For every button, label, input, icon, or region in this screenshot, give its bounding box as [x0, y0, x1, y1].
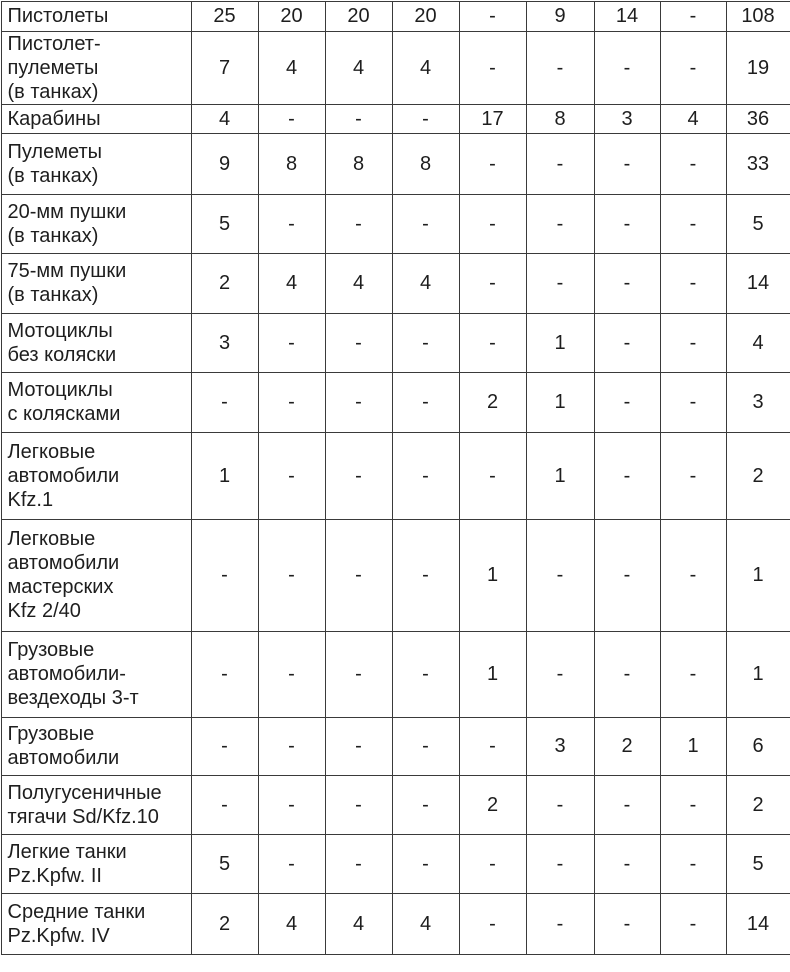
value-cell: 2 — [459, 775, 526, 834]
value-cell: - — [594, 519, 660, 631]
value-cell: - — [594, 313, 660, 372]
table-row — [1, 104, 790, 133]
value-cell: - — [660, 253, 726, 313]
value-cell: 1 — [526, 432, 594, 519]
value-cell: - — [594, 631, 660, 717]
row-label — [1, 1, 191, 31]
table-row — [1, 133, 790, 194]
value-cell: - — [325, 834, 392, 893]
value-cell: - — [392, 104, 459, 133]
row-total-cell: 5 — [726, 194, 790, 253]
row-label — [1, 775, 191, 834]
table-row — [1, 717, 790, 775]
value-cell: - — [660, 519, 726, 631]
value-cell: 3 — [191, 313, 258, 372]
table-row — [1, 519, 790, 631]
value-cell: - — [660, 893, 726, 954]
value-cell: 2 — [459, 372, 526, 432]
value-cell: - — [594, 133, 660, 194]
value-cell: - — [660, 775, 726, 834]
row-total-cell: 108 — [726, 1, 790, 31]
value-cell: - — [258, 717, 325, 775]
value-cell: 1 — [459, 519, 526, 631]
value-cell: - — [258, 372, 325, 432]
row-total-cell: 14 — [726, 893, 790, 954]
row-label — [1, 104, 191, 133]
value-cell: - — [459, 31, 526, 104]
row-label-line: пулеметы — [8, 56, 187, 80]
value-cell: 2 — [594, 717, 660, 775]
value-cell: - — [660, 31, 726, 104]
row-label-line: (в танках) — [8, 80, 187, 104]
value-cell: - — [325, 432, 392, 519]
value-cell: - — [392, 372, 459, 432]
value-cell: - — [594, 31, 660, 104]
value-cell: 20 — [258, 1, 325, 31]
value-cell: - — [392, 313, 459, 372]
row-label-line: Kfz 2/40 — [8, 599, 187, 623]
row-label-line: (в танках) — [8, 283, 187, 307]
row-label-line: 20-мм пушки — [8, 200, 187, 224]
value-cell: - — [191, 717, 258, 775]
row-label-line: без коляски — [8, 343, 187, 367]
value-cell: - — [459, 432, 526, 519]
value-cell: - — [325, 717, 392, 775]
value-cell: 4 — [325, 31, 392, 104]
value-cell: - — [258, 104, 325, 133]
row-total-cell: 4 — [726, 313, 790, 372]
row-label-line: автомобили- — [8, 662, 187, 686]
value-cell: 17 — [459, 104, 526, 133]
value-cell: - — [392, 432, 459, 519]
value-cell: 4 — [392, 253, 459, 313]
value-cell: 4 — [258, 31, 325, 104]
value-cell: - — [392, 631, 459, 717]
row-label-line: вездеходы 3-т — [8, 686, 187, 710]
value-cell: 4 — [258, 253, 325, 313]
value-cell: - — [526, 133, 594, 194]
row-label — [1, 834, 191, 893]
value-cell: - — [660, 631, 726, 717]
value-cell: - — [526, 194, 594, 253]
value-cell: - — [392, 194, 459, 253]
row-label-line: Пулеметы — [8, 140, 187, 164]
row-label — [1, 31, 191, 104]
value-cell: - — [325, 104, 392, 133]
row-label — [1, 519, 191, 631]
row-label — [1, 313, 191, 372]
row-total-cell: 5 — [726, 834, 790, 893]
row-total-cell: 1 — [726, 519, 790, 631]
value-cell: - — [459, 313, 526, 372]
table-row — [1, 631, 790, 717]
value-cell: - — [325, 519, 392, 631]
row-label — [1, 253, 191, 313]
row-label-line: Pz.Kpfw. IV — [8, 924, 187, 948]
row-label-line: Грузовые — [8, 722, 187, 746]
value-cell: 4 — [258, 893, 325, 954]
value-cell: 8 — [392, 133, 459, 194]
row-label-line: автомобили — [8, 464, 187, 488]
value-cell: 8 — [526, 104, 594, 133]
value-cell: 3 — [594, 104, 660, 133]
value-cell: 8 — [325, 133, 392, 194]
value-cell: 4 — [325, 253, 392, 313]
value-cell: - — [594, 432, 660, 519]
value-cell: - — [392, 775, 459, 834]
value-cell: - — [459, 834, 526, 893]
value-cell: 14 — [594, 1, 660, 31]
value-cell: 1 — [526, 313, 594, 372]
equipment-table — [1, 1, 790, 955]
row-label-line: Kfz.1 — [8, 488, 187, 512]
row-total-cell: 19 — [726, 31, 790, 104]
row-label-line: Легкие танки — [8, 840, 187, 864]
value-cell: 2 — [191, 893, 258, 954]
row-total-cell: 1 — [726, 631, 790, 717]
value-cell: - — [459, 253, 526, 313]
row-total-cell: 33 — [726, 133, 790, 194]
value-cell: - — [459, 133, 526, 194]
row-label-line: Полугусеничные — [8, 781, 187, 805]
value-cell: - — [594, 893, 660, 954]
value-cell: - — [660, 834, 726, 893]
row-label-line: Мотоциклы — [8, 378, 187, 402]
table-row — [1, 194, 790, 253]
row-label — [1, 717, 191, 775]
value-cell: - — [594, 834, 660, 893]
table-row — [1, 834, 790, 893]
value-cell: 5 — [191, 194, 258, 253]
row-label-line: автомобили — [8, 551, 187, 575]
row-total-cell: 2 — [726, 775, 790, 834]
value-cell: 20 — [325, 1, 392, 31]
row-label — [1, 893, 191, 954]
row-label-line: Легковые — [8, 440, 187, 464]
value-cell: - — [660, 194, 726, 253]
value-cell: - — [325, 775, 392, 834]
row-label-line: Пистолет- — [8, 32, 187, 56]
value-cell: - — [526, 31, 594, 104]
value-cell: - — [392, 834, 459, 893]
value-cell: 4 — [392, 31, 459, 104]
value-cell: - — [526, 775, 594, 834]
row-label-line: тягачи Sd/Kfz.10 — [8, 805, 187, 829]
row-label — [1, 631, 191, 717]
value-cell: 4 — [392, 893, 459, 954]
value-cell: - — [392, 519, 459, 631]
row-total-cell: 36 — [726, 104, 790, 133]
value-cell: - — [660, 372, 726, 432]
value-cell: - — [191, 775, 258, 834]
value-cell: 4 — [660, 104, 726, 133]
table-row — [1, 1, 790, 31]
value-cell: 25 — [191, 1, 258, 31]
row-total-cell: 3 — [726, 372, 790, 432]
value-cell: 9 — [526, 1, 594, 31]
row-label — [1, 194, 191, 253]
row-label-line: (в танках) — [8, 224, 187, 248]
table-row — [1, 775, 790, 834]
value-cell: - — [258, 194, 325, 253]
value-cell: 1 — [660, 717, 726, 775]
value-cell: - — [325, 631, 392, 717]
value-cell: 1 — [191, 432, 258, 519]
value-cell: - — [191, 519, 258, 631]
value-cell: 4 — [191, 104, 258, 133]
value-cell: - — [459, 717, 526, 775]
row-label-line: Мотоциклы — [8, 319, 187, 343]
row-label-line: Пистолеты — [8, 4, 187, 28]
value-cell: - — [191, 372, 258, 432]
table-row — [1, 313, 790, 372]
value-cell: - — [459, 1, 526, 31]
value-cell: - — [594, 775, 660, 834]
value-cell: - — [526, 631, 594, 717]
value-cell: - — [191, 631, 258, 717]
value-cell: - — [258, 313, 325, 372]
value-cell: - — [526, 253, 594, 313]
row-label-line: мастерских — [8, 575, 187, 599]
value-cell: 3 — [526, 717, 594, 775]
table-body — [1, 1, 790, 954]
row-label-line: (в танках) — [8, 164, 187, 188]
value-cell: - — [594, 194, 660, 253]
table-row — [1, 432, 790, 519]
row-label-line: Легковые — [8, 527, 187, 551]
value-cell: - — [258, 834, 325, 893]
value-cell: 9 — [191, 133, 258, 194]
value-cell: - — [594, 372, 660, 432]
table-row — [1, 253, 790, 313]
row-label-line: 75-мм пушки — [8, 259, 187, 283]
row-label — [1, 133, 191, 194]
row-label-line: Pz.Kpfw. II — [8, 864, 187, 888]
value-cell: - — [325, 372, 392, 432]
value-cell: 1 — [526, 372, 594, 432]
row-total-cell: 14 — [726, 253, 790, 313]
value-cell: 2 — [191, 253, 258, 313]
row-label-line: с колясками — [8, 402, 187, 426]
value-cell: - — [325, 313, 392, 372]
value-cell: 8 — [258, 133, 325, 194]
value-cell: 1 — [459, 631, 526, 717]
table-row — [1, 893, 790, 954]
value-cell: - — [660, 313, 726, 372]
value-cell: - — [660, 133, 726, 194]
value-cell: - — [459, 194, 526, 253]
row-label-line: Карабины — [8, 107, 187, 131]
table-row — [1, 31, 790, 104]
table-row — [1, 372, 790, 432]
row-label — [1, 372, 191, 432]
value-cell: - — [459, 893, 526, 954]
value-cell: 20 — [392, 1, 459, 31]
row-total-cell: 2 — [726, 432, 790, 519]
value-cell: - — [258, 631, 325, 717]
value-cell: 7 — [191, 31, 258, 104]
row-label-line: Средние танки — [8, 900, 187, 924]
row-label — [1, 432, 191, 519]
value-cell: - — [660, 1, 726, 31]
value-cell: 4 — [325, 893, 392, 954]
value-cell: - — [526, 893, 594, 954]
value-cell: - — [526, 834, 594, 893]
value-cell: 5 — [191, 834, 258, 893]
row-total-cell: 6 — [726, 717, 790, 775]
row-label-line: Грузовые — [8, 638, 187, 662]
value-cell: - — [660, 432, 726, 519]
value-cell: - — [325, 194, 392, 253]
value-cell: - — [392, 717, 459, 775]
value-cell: - — [258, 432, 325, 519]
row-label-line: автомобили — [8, 746, 187, 770]
value-cell: - — [594, 253, 660, 313]
value-cell: - — [258, 775, 325, 834]
value-cell: - — [526, 519, 594, 631]
value-cell: - — [258, 519, 325, 631]
